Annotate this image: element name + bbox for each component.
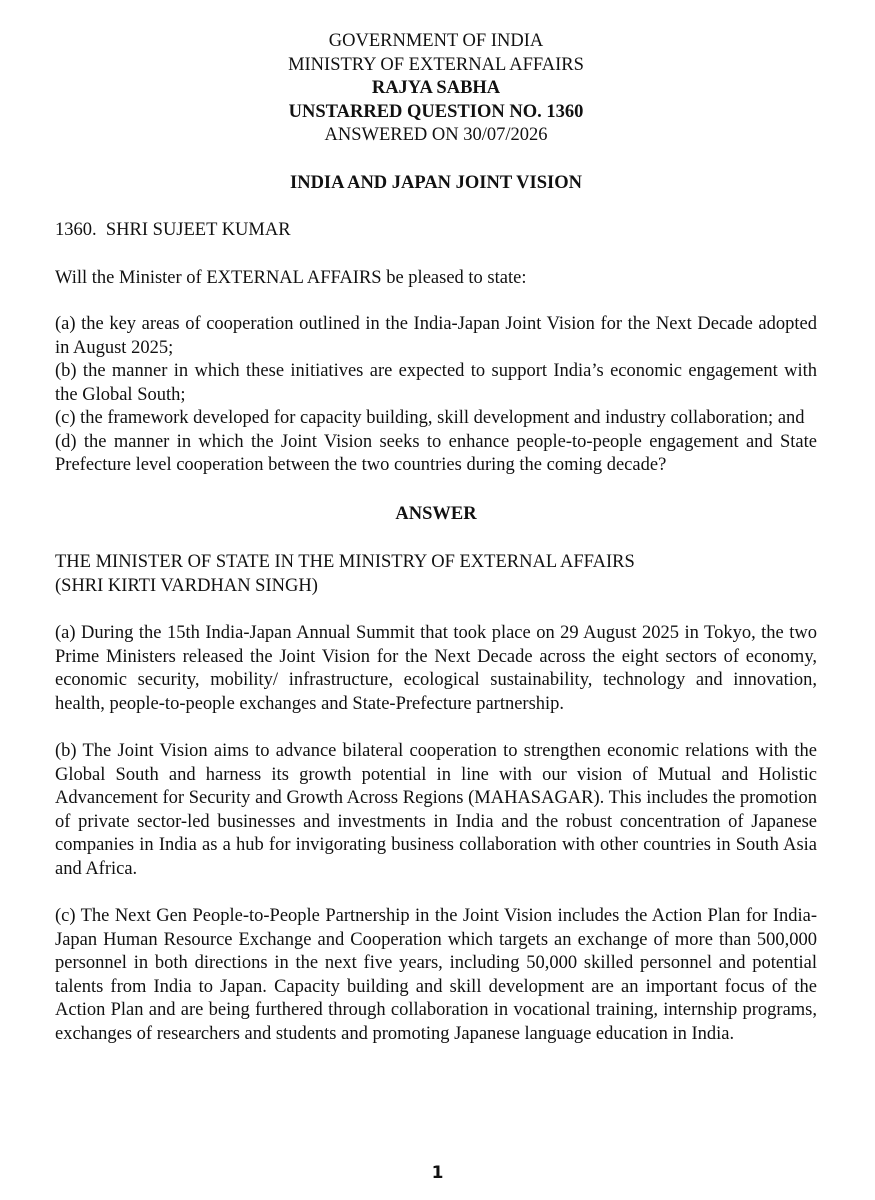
answer-part-a: (a) During the 15th India-Japan Annual Summit that took place on 29 August 2025 in Tokyo, the two Prime Ministers released the Joint Vision for the Next Decade across the eight sectors of economy, economic security, mobility/ infrastructure, ecological sustainability, technology and innovation, health, people-to-people exchanges and State-Prefecture partnership. bbox=[55, 623, 817, 714]
header-ministry: MINISTRY OF EXTERNAL AFFAIRS bbox=[288, 54, 584, 75]
question-part-c: (c) the framework developed for capacity building, skill development and industry collaboration; and bbox=[55, 408, 805, 428]
document-header bbox=[55, 30, 817, 148]
answer-part-b: (b) The Joint Vision aims to advance bilateral cooperation to strengthen economic relations with the Global South and harness its growth potential in line with our vision of Mutual and Holistic Advancement for Security and Growth Across Regions (MAHASAGAR). This includes the promotion of private sector-led businesses and investments in India and the robust concentration of Japanese companies in India as a hub for invigorating business collaboration with other countries in South Asia and Africa. bbox=[55, 741, 817, 879]
question-number-member: 1360. SHRI SUJEET KUMAR bbox=[55, 220, 291, 240]
minister-block bbox=[55, 551, 817, 598]
page-number: 1 bbox=[431, 1163, 444, 1183]
header-answer-date: ANSWERED ON 30/07/2026 bbox=[324, 125, 548, 145]
document-page bbox=[55, 30, 817, 1065]
question-part-d: (d) the manner in which the Joint Vision seeks to enhance people-to-people engagement and State Prefecture level cooperation between the two countries during the coming decade? bbox=[55, 431, 817, 475]
question-parts bbox=[55, 313, 817, 478]
minister-name: (SHRI KIRTI VARDHAN SINGH) bbox=[55, 575, 318, 596]
header-question-number: UNSTARRED QUESTION NO. 1360 bbox=[288, 101, 584, 122]
header-house: RAJYA SABHA bbox=[371, 78, 501, 98]
answer-heading: ANSWER bbox=[395, 503, 477, 524]
question-intro: Will the Minister of EXTERNAL AFFAIRS be pleased to state: bbox=[55, 267, 527, 288]
minister-title: THE MINISTER OF STATE IN THE MINISTRY OF EXTERNAL AFFAIRS bbox=[55, 552, 635, 572]
header-government: GOVERNMENT OF INDIA bbox=[328, 31, 544, 51]
answer-part-c: (c) The Next Gen People-to-People Partnership in the Joint Vision includes the Action Plan for India-Japan Human Resource Exchange and Cooperation which targets an exchange of more than 500,000 personnel in both directions in the next five years, including 50,000 skilled personnel and potential talents from India to Japan. Capacity building and skill development are an important focus of the Action Plan and are being furthered through collaboration in vocational training, internship programs, exchanges of researchers and students and promoting Japanese language education in India. bbox=[55, 906, 817, 1044]
document-title: INDIA AND JAPAN JOINT VISION bbox=[290, 172, 582, 193]
question-part-b: (b) the manner in which these initiatives are expected to support India’s economic engagement with the Global South; bbox=[55, 361, 817, 405]
question-part-a: (a) the key areas of cooperation outlined in the India-Japan Joint Vision for the Next Decade adopted in August 2025; bbox=[55, 314, 817, 358]
